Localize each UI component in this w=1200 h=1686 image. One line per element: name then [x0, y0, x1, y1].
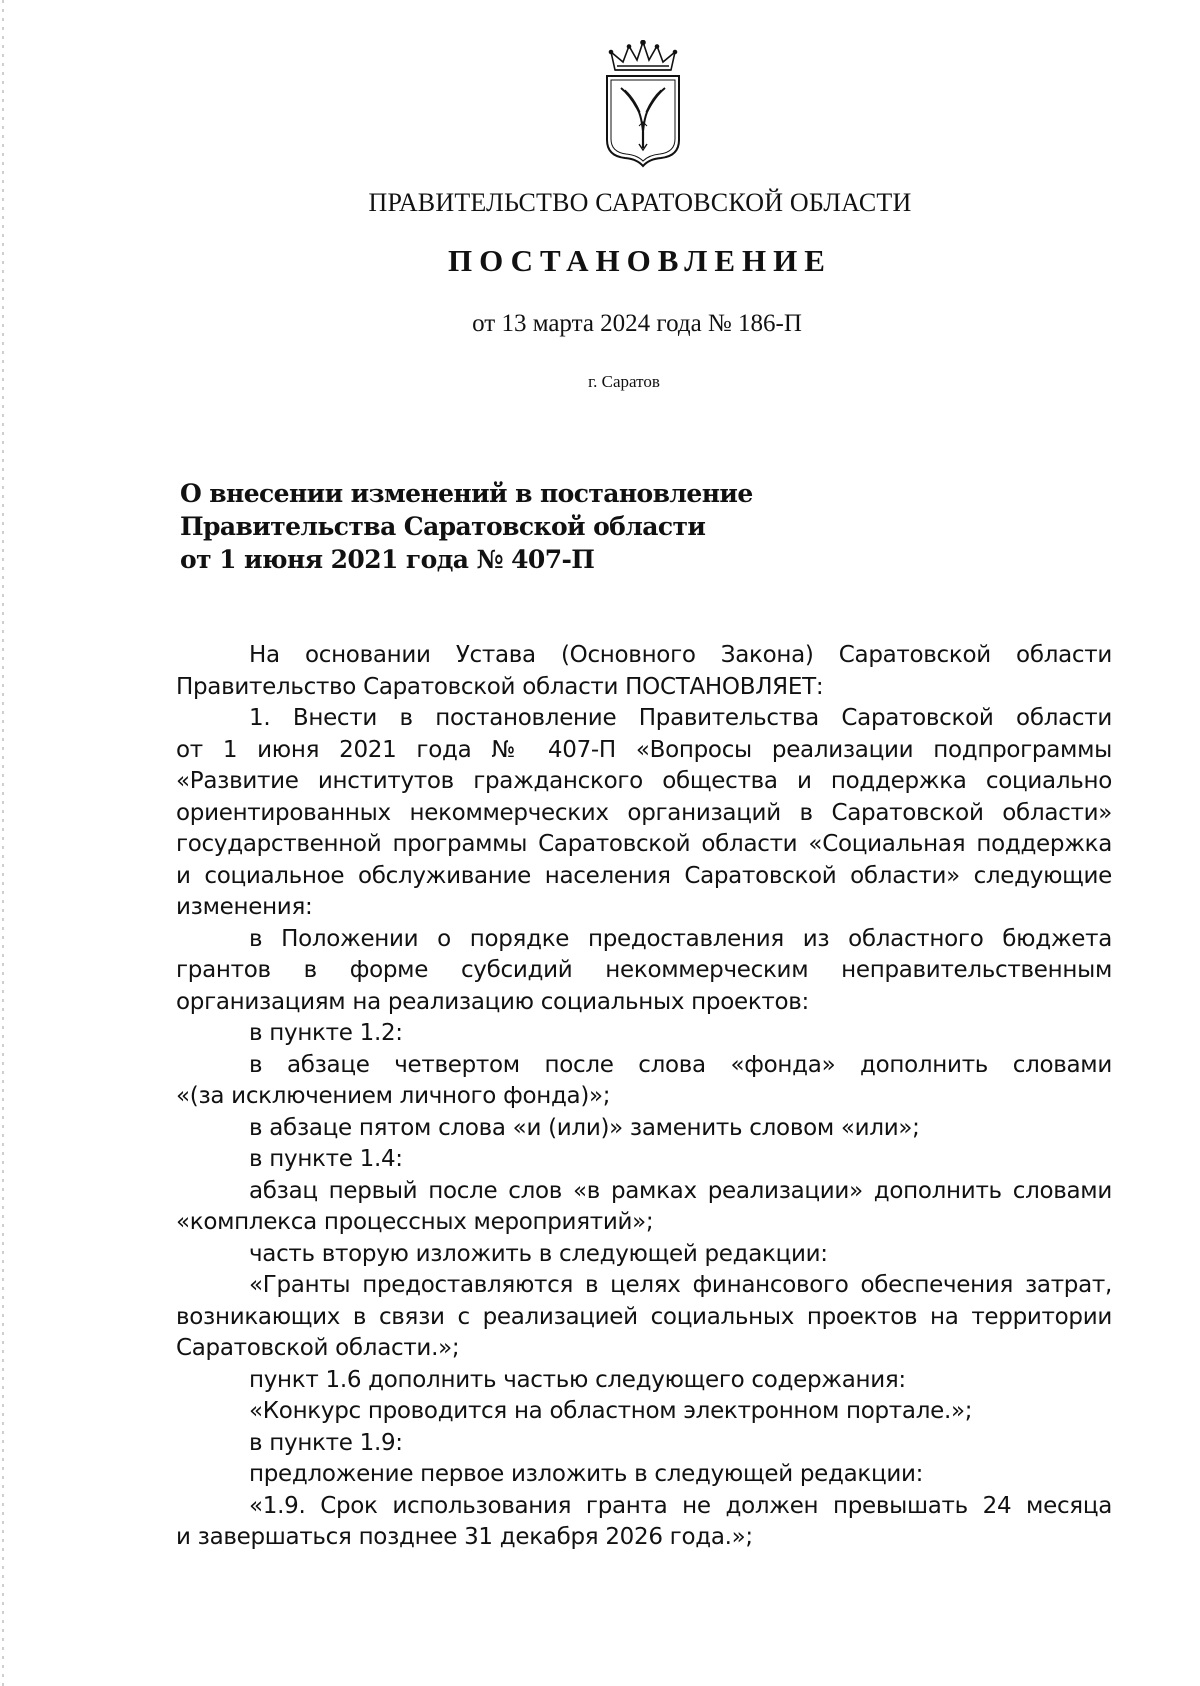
body-line: в пункте 1.2: [249, 1020, 403, 1046]
body-line: Правительство Саратовской области ПОСТАНОВЛЯЕТ: [176, 673, 824, 700]
body-line: Саратовской области.»; [176, 1335, 460, 1361]
government-title: ПРАВИТЕЛЬСТВО САРАТОВСКОЙ ОБЛАСТИ [368, 188, 912, 217]
body-line: организациям на реализацию социальных проектов: [176, 988, 810, 1015]
body-line: «Гранты предоставляются в целях финансового обеспечения затрат, [249, 1272, 1112, 1298]
body-line: часть вторую изложить в следующей редакции: [249, 1240, 828, 1267]
coat-of-arms-icon [601, 40, 685, 168]
body-line: в абзаце пятом слова «и (или)» заменить словом «или»; [249, 1114, 920, 1141]
body-line: «Развитие институтов гражданского общества и поддержка социально [176, 768, 1112, 794]
body-line: грантов в форме субсидий некоммерческим неправительственным [176, 957, 1112, 983]
body-line: в абзаце четвертом после слова «фонда» дополнить словами [249, 1051, 1112, 1078]
document-type: ПОСТАНОВЛЕНИЕ [448, 243, 832, 278]
body-line: в Положении о порядке предоставления из областного бюджета [249, 925, 1112, 952]
body-line: «1.9. Срок использования гранта не должен превышать 24 месяца [249, 1492, 1112, 1519]
body-line: «(за исключением личного фонда)»; [176, 1083, 611, 1109]
body-line: от 1 июня 2021 года № 407-П «Вопросы реализации подпрограммы [176, 736, 1112, 763]
body-line: возникающих в связи с реализацией социальных проектов на территории [176, 1303, 1112, 1330]
document-date-number: от 13 марта 2024 года № 186-П [472, 310, 802, 337]
subject-line: от 1 июня 2021 года № 407-П [180, 545, 595, 574]
body-line: пункт 1.6 дополнить частью следующего содержания: [249, 1366, 906, 1393]
body-line: 1. Внести в постановление Правительства Саратовской области [249, 705, 1112, 731]
body-line: ориентированных некоммерческих организаций в Саратовской области» [176, 799, 1112, 826]
body-line: «Конкурс проводится на областном электронном портале.»; [249, 1398, 973, 1424]
body-line: абзац первый после слов «в рамках реализации» дополнить словами [249, 1177, 1112, 1204]
document-city: г. Саратов [588, 372, 660, 391]
body-line: и социальное обслуживание населения Саратовской области» следующие [176, 862, 1112, 889]
body-line: изменения: [176, 894, 313, 920]
body-line: в пункте 1.4: [249, 1146, 403, 1172]
body-line: На основании Устава (Основного Закона) Саратовской области [249, 642, 1112, 668]
document-body [176, 640, 1112, 1554]
body-line: в пункте 1.9: [249, 1429, 403, 1456]
document-subject [180, 477, 753, 576]
body-line: и завершаться позднее 31 декабря 2026 года.»; [176, 1524, 753, 1550]
body-line: предложение первое изложить в следующей редакции: [249, 1461, 924, 1487]
subject-line: Правительства Саратовской области [180, 512, 706, 541]
body-line: «комплекса процессных мероприятий»; [176, 1209, 654, 1235]
subject-line: О внесении изменений в постановление [180, 479, 753, 508]
body-line: государственной программы Саратовской области «Социальная поддержка [176, 831, 1112, 857]
